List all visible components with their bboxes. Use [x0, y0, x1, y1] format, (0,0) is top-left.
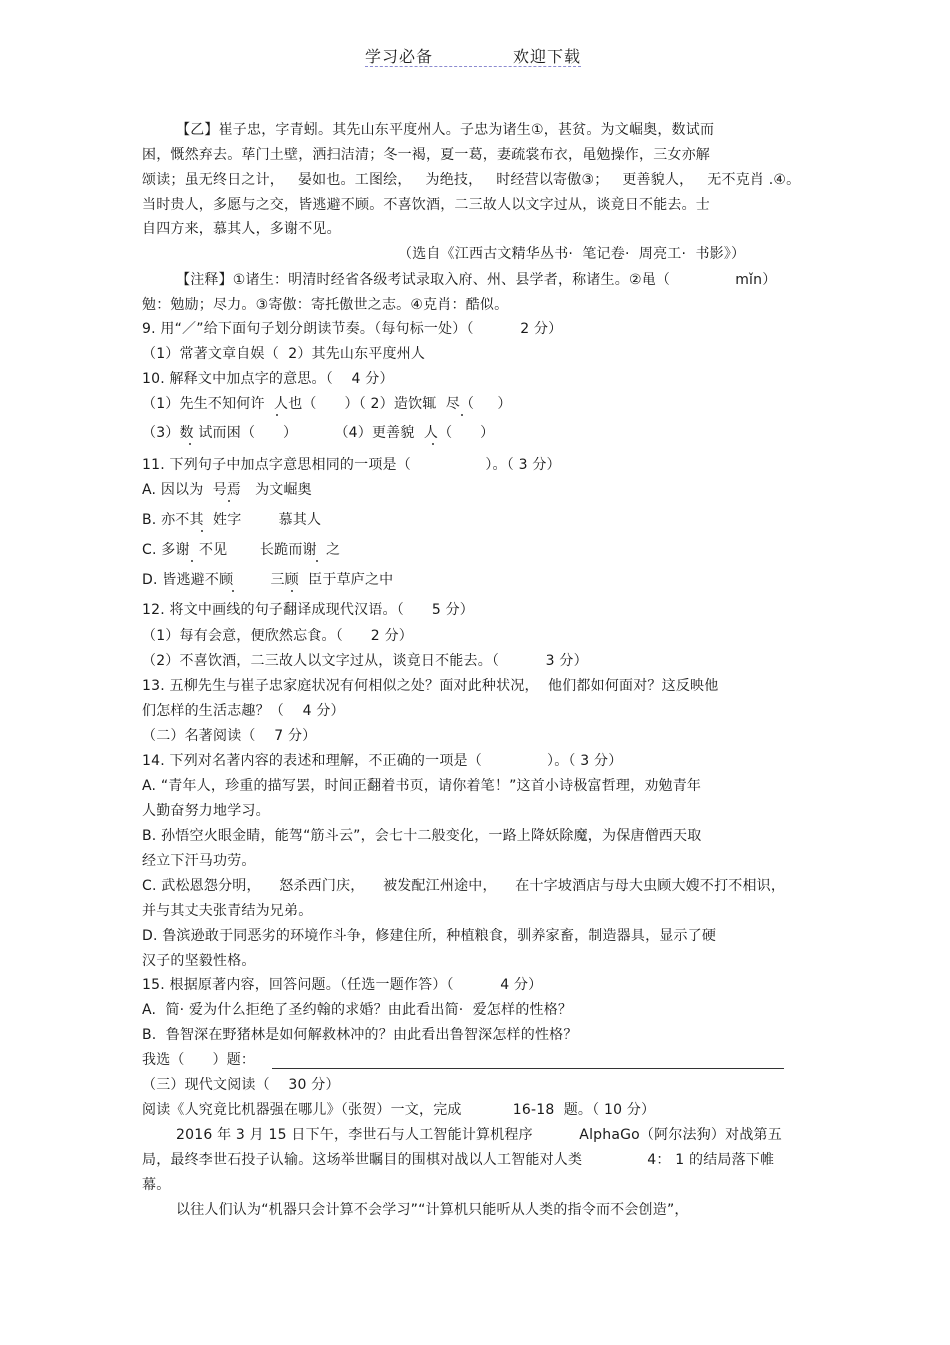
section-heading: （二）名著阅读（ 7 分） — [142, 728, 317, 744]
emphasis-dot — [316, 560, 318, 562]
question-11-option-a: A. 因以为 号焉 为文崛奥 — [142, 482, 312, 498]
question-12: 12. 将文中画线的句子翻译成现代汉语。（ 5 分） — [142, 602, 474, 618]
header-right-text: 欢迎下载 — [512, 47, 581, 66]
question-14-option-c: 并与其丈夫张青结为兄弟。 — [142, 903, 313, 919]
annotation-line: 勉：勉励；尽力。③寄傲：寄托傲世之志。④克肖：酷似。 — [142, 297, 509, 313]
question-12-item-1: （1）每有会意，便欣然忘食。（ 2 分） — [142, 628, 413, 644]
article-paragraph: 以往人们认为“机器只会计算不会学习”“计算机只能听从人类的指令而不会创造”， — [176, 1202, 689, 1218]
emphasis-dot — [432, 443, 434, 445]
emphasis-dot — [461, 414, 463, 416]
question-14-option-d: 汉子的坚毅性格。 — [142, 953, 256, 969]
passage-line: 颂读；虽无终日之计， 晏如也。工图绘， 为绝技， 时经营以寄傲③； 更善貌人， 无不克肖 .④。 — [142, 172, 801, 188]
question-9: 9. 用“／”给下面句子划分朗读节奏。（每句标一处）（ 2 分） — [142, 321, 563, 337]
question-11: 11. 下列句子中加点字意思相同的一项是（ ）。（ 3 分） — [142, 457, 561, 473]
passage-line: 当时贵人，多愿与之交，皆逃避不顾。不喜饮酒，二三故人以文字过从，谈竟日不能去。士 — [142, 197, 710, 213]
passage-line: 困，慨然弃去。荜门土壁，洒扫洁清；冬一褐，夏一葛，妻疏裳布衣，黾勉操作，三女亦解 — [142, 147, 710, 163]
question-14-option-b: 经立下汗马功劳。 — [142, 853, 256, 869]
section-heading: （三）现代文阅读（ 30 分） — [142, 1077, 340, 1093]
passage-line: 自四方来，慕其人，多谢不见。 — [142, 221, 341, 237]
emphasis-dot — [276, 414, 278, 416]
emphasis-dot — [228, 500, 230, 502]
question-13: 13. 五柳先生与崔子忠家庭状况有何相似之处？面对此种状况， 他们都如何面对？这反映他 — [142, 678, 719, 694]
question-14-option-c: C. 武松恩怨分明， 怒杀西门庆， 被发配江州途中， 在十字坡酒店与母大虫顾大嫂不打不相识， — [142, 878, 786, 894]
question-14: 14. 下列对名著内容的表述和理解，不正确的一项是（ ）。（ 3 分） — [142, 753, 623, 769]
question-14-option-a: A. “青年人，珍重的描写罢，时间正翻着书页，请你着笔！”这首小诗极富哲理，劝勉青年 — [142, 778, 702, 794]
emphasis-dot — [232, 590, 234, 592]
reading-instruction: 阅读《人究竟比机器强在哪儿》（张贺）一文，完成 16-18 题。（ 10 分） — [142, 1102, 656, 1118]
question-14-option-b: B. 孙悟空火眼金睛，能驾“筋斗云”，会七十二般变化，一路上降妖除魔，为保唐僧西天取 — [142, 828, 702, 844]
question-15: 15. 根据原著内容，回答问题。（任选一题作答）（ 4 分） — [142, 977, 543, 993]
header-left-text: 学习必备 — [365, 47, 434, 66]
emphasis-dot — [189, 443, 191, 445]
question-10: 10. 解释文中加点字的意思。（ 4 分） — [142, 371, 394, 387]
annotation-line: 【注释】①诸生：明清时经省各级考试录取入府、州、县学者，称诸生。②黾（ mǐn） — [176, 272, 777, 288]
question-15-option-a: A. 简· 爱为什么拒绝了圣约翰的求婚？由此看出简· 爱怎样的性格？ — [142, 1002, 573, 1018]
article-paragraph: 局，最终李世石投子认输。这场举世瞩目的围棋对战以人工智能对人类 4： 1 的结局落下帷 — [142, 1152, 775, 1168]
article-paragraph: 2016 年 3 月 15 日下午，李世石与人工智能计算机程序 AlphaGo（阿尔法狗）对战第五 — [176, 1127, 782, 1143]
question-11-option-b: B. 亦不其 姓字 慕其人 — [142, 512, 322, 528]
question-10-item-3-4: （3）数 试而困（ ） （4）更善貌 人（ ） — [142, 425, 495, 441]
emphasis-dot — [191, 560, 193, 562]
emphasis-dot — [201, 530, 203, 532]
question-14-option-d: D. 鲁滨逊敢于同恶劣的环境作斗争，修建住所，种植粮食，驯养家畜，制造器具，显示了硬 — [142, 928, 717, 944]
passage-line: 【乙】崔子忠，字青蚓。其先山东平度州人。子忠为诸生①，甚贫。为文崛奥，数试而 — [176, 122, 715, 138]
question-15-option-b: B. 鲁智深在野猪林是如何解救林冲的？由此看出鲁智深怎样的性格？ — [142, 1027, 578, 1043]
answer-choice-label: 我选（ ）题： — [142, 1052, 256, 1068]
question-11-option-d: D. 皆逃避不顾 三顾 臣于草庐之中 — [142, 572, 394, 588]
question-13: 们怎样的生活志趣？（ 4 分） — [142, 703, 345, 719]
article-paragraph: 幕。 — [142, 1177, 171, 1193]
question-9-items: （1）常著文章自娱（ 2）其先山东平度州人 — [142, 346, 426, 362]
source-citation: （选自《江西古文精华丛书· 笔记卷· 周亮工· 书影》） — [398, 246, 746, 262]
answer-blank-line[interactable] — [272, 1068, 784, 1069]
page-header — [365, 44, 581, 67]
question-12-item-2: （2）不喜饮酒，二三故人以文字过从，谈竟日不能去。（ 3 分） — [142, 653, 588, 669]
question-14-option-a: 人勤奋努力地学习。 — [142, 803, 270, 819]
question-10-item-1-2: （1）先生不知何许 人也（ ）（ 2）造饮辄 尽（ ） — [142, 396, 512, 412]
emphasis-dot — [291, 590, 293, 592]
question-11-option-c: C. 多谢 不见 长跪而谢 之 — [142, 542, 341, 558]
